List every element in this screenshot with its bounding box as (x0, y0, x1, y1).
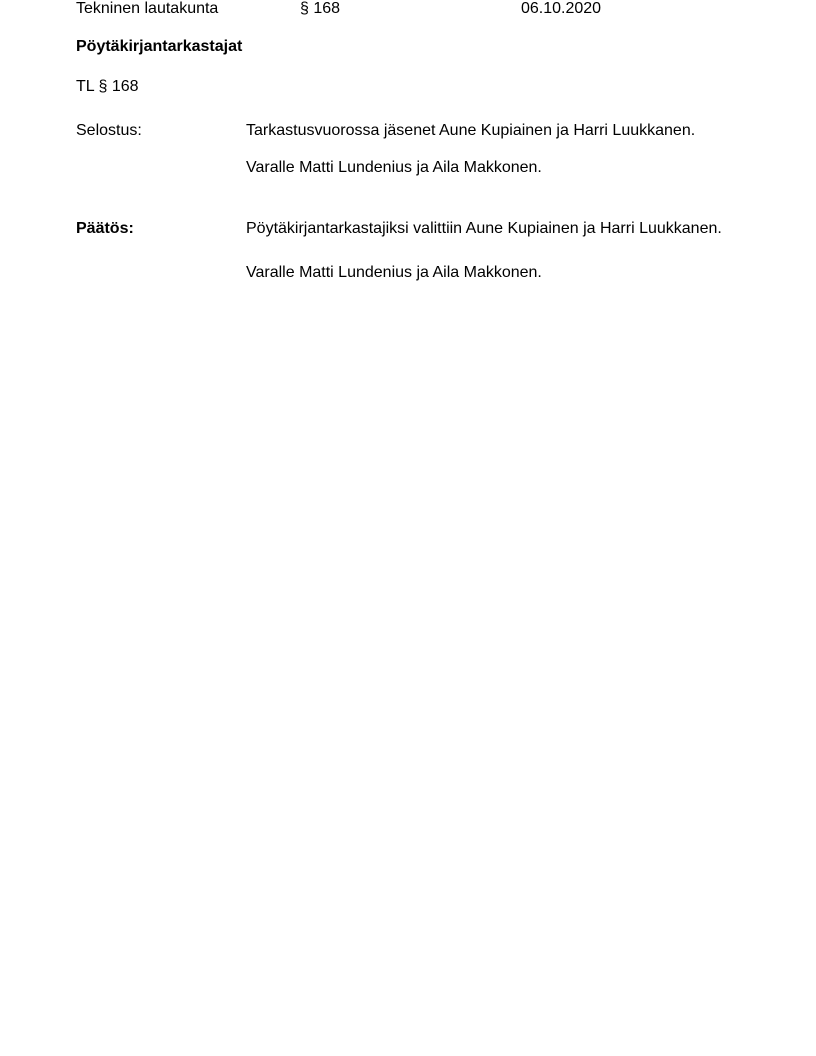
statement-paragraph: Varalle Matti Lundenius ja Aila Makkonen. (246, 159, 542, 176)
decision-paragraph: Pöytäkirjantarkastajiksi valittiin Aune Kupiainen ja Harri Luukkanen. (246, 220, 722, 237)
meeting-date: 06.10.2020 (521, 0, 602, 17)
committee-name: Tekninen lautakunta (76, 0, 219, 17)
document-title: Pöytäkirjantarkastajat (76, 38, 243, 55)
section-number: § 168 (300, 0, 341, 17)
decision-label: Päätös: (76, 220, 134, 237)
statement-label: Selostus: (76, 122, 142, 139)
statement-paragraph: Tarkastusvuorossa jäsenet Aune Kupiainen ja Harri Luukkanen. (246, 122, 696, 139)
decision-paragraph: Varalle Matti Lundenius ja Aila Makkonen. (246, 264, 542, 281)
section-reference: TL § 168 (76, 78, 139, 95)
